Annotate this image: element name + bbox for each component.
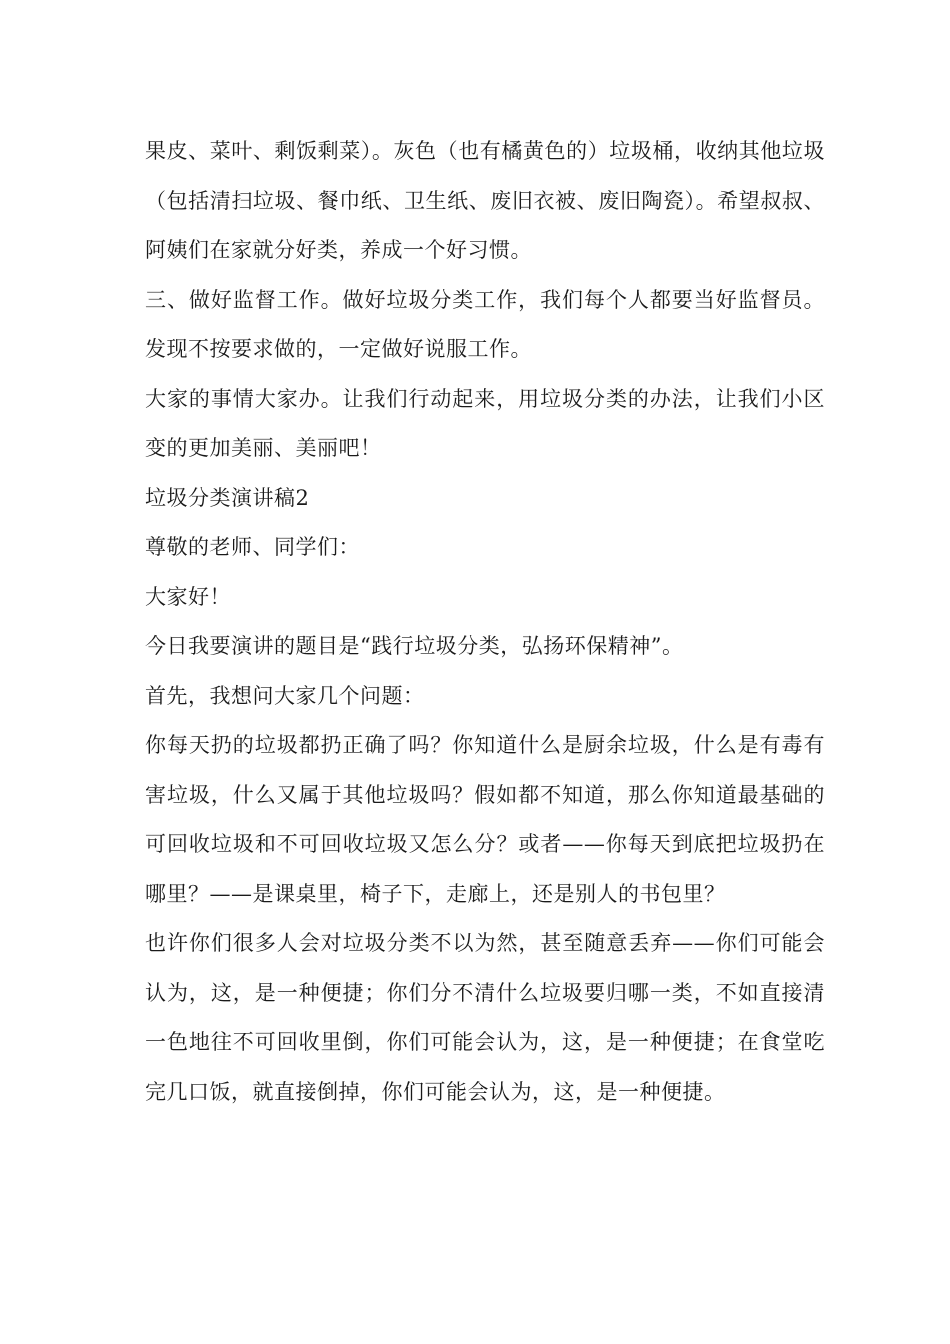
speech-title: 垃圾分类演讲稿2 [145, 485, 310, 510]
paragraph-questions-intro: 首先，我想问大家几个问题： [145, 683, 425, 708]
paragraph-topic: 今日我要演讲的题目是“践行垃圾分类，弘扬环保精神”。 [145, 634, 684, 658]
paragraph-sorting-bins: 果皮、菜叶、剩饭剩菜）。灰色（也有橘黄色的）垃圾桶，收纳其他垃圾（包括清扫垃圾、餐巾纸、卫生纸、废旧衣被、废旧陶瓷）。希望叔叔、阿姨们在家就分好类，养成一个好习惯。 [145, 139, 825, 262]
paragraph-call-to-action: 大家的事情大家办。让我们行动起来，用垃圾分类的办法，让我们小区变的更加美丽、美丽吧！ [145, 386, 825, 460]
paragraph-convenience: 也许你们很多人会对垃圾分类不以为然，甚至随意丢弃——你们可能会认为，这，是一种便捷；你们分不清什么垃圾要归哪一类，不如直接清一色地往不可回收里倒，你们可能会认为，这，是一种便捷；在食堂吃完几口饭，就直接倒掉，你们可能会认为，这，是一种便捷。 [145, 931, 825, 1104]
paragraph-questions: 你每天扔的垃圾都扔正确了吗？你知道什么是厨余垃圾，什么是有毒有害垃圾，什么又属于其他垃圾吗？假如都不知道，那么你知道最基础的可回收垃圾和不可回收垃圾又怎么分？或者——你每天到底把垃圾扔在哪里？——是课桌里，椅子下，走廊上，还是别人的书包里？ [145, 733, 825, 906]
greeting: 大家好！ [145, 584, 231, 609]
salutation: 尊敬的老师、同学们： [145, 535, 360, 559]
paragraph-supervision: 三、做好监督工作。做好垃圾分类工作，我们每个人都要当好监督员。发现不按要求做的，一定做好说服工作。 [145, 287, 825, 361]
document-body [145, 127, 825, 1117]
